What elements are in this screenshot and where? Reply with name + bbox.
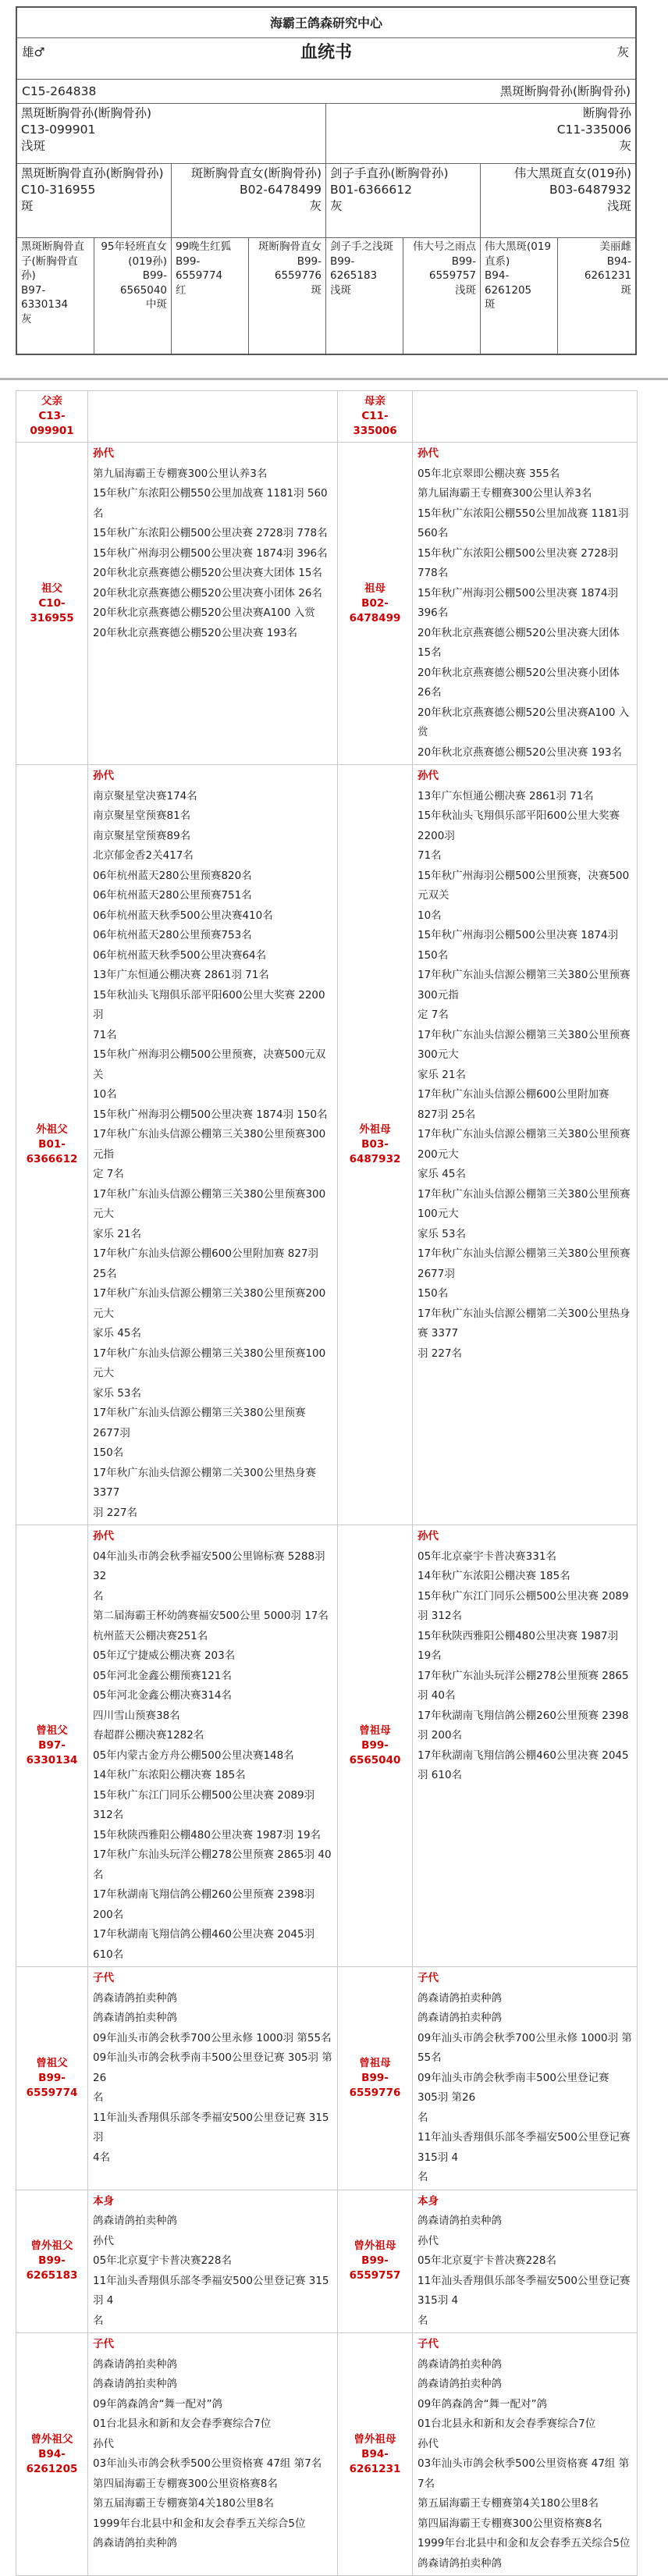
role-label: 外祖母: [359, 1123, 391, 1136]
pigeon-color: 浅斑: [606, 199, 631, 213]
generation-label: 本身: [93, 2194, 114, 2208]
generation-label: 孙代: [93, 770, 114, 782]
record-line: 06年杭州蓝天280公里预赛820名: [93, 869, 252, 882]
record-line: 05年河北金鑫公棚预赛121名: [93, 1669, 232, 1682]
record-line: 鸽森请鸽拍卖种鸽: [93, 2378, 177, 2390]
record-line: 南京聚星堂决赛174名: [93, 789, 197, 802]
record-line: 17年秋广东汕头信源公棚600公里附加赛 827羽 25名: [418, 1088, 609, 1121]
pedigree-chart: [16, 6, 637, 355]
ancestor-record-row: [16, 1967, 638, 2190]
record-line: 鸽森请鸽拍卖种鸽: [93, 1991, 177, 2005]
subject-color: 灰: [616, 45, 629, 59]
pigeon-color: 浅斑: [21, 139, 46, 153]
role-label: 曾祖父: [36, 1724, 68, 1737]
ancestor-label-cell: [16, 1967, 88, 2190]
pigeon-name: 伟大黑斑(019直系): [485, 240, 552, 268]
record-line: 第四届海霸王专棚赛300公里资格赛8名: [418, 2517, 602, 2530]
record-line: 09年鸽森鸽舍“舞一配对”鸽: [93, 2397, 223, 2411]
ancestor-label-cell: [338, 1525, 413, 1967]
pigeon-color: 灰: [330, 199, 343, 213]
pigeon-ring: B99-6559757: [428, 254, 476, 282]
record-line: 09年鸽森鸽舍“舞一配对”鸽: [418, 2397, 548, 2411]
ancestor-detail-cell: [88, 1967, 338, 2190]
record-line: 05年辽宁捷威公棚决赛 203名: [93, 1649, 236, 1662]
record-line: 15年秋广州海羽公棚500公里决赛 1874羽 150名: [93, 1108, 328, 1121]
record-line: 孙代: [93, 2234, 114, 2247]
record-line: 06年杭州蓝天280公里预赛751名: [93, 889, 252, 902]
record-line: 14年秋广东浓阳公棚决赛 185名: [418, 1570, 570, 1582]
role-label: 父亲: [41, 395, 62, 407]
ancestor-label-cell: [338, 2190, 413, 2333]
generation-label: 子代: [93, 1972, 114, 1984]
record-line: 71名: [418, 849, 442, 862]
record-line: 孙代: [93, 2437, 114, 2450]
ring-label: C13-099901: [30, 410, 74, 437]
record-line: 15年秋广州海羽公棚500公里预赛，决赛500元双关: [93, 1048, 326, 1081]
role-label: 母亲: [364, 395, 386, 407]
ggp-ssd-cell: [94, 238, 172, 354]
record-line: 06年杭州蓝天秋季500公里决赛410名: [93, 909, 273, 922]
sex-label: 雄♂: [22, 45, 45, 59]
record-line: 家乐 21名: [418, 1068, 466, 1081]
record-line: 鸽森请鸽拍卖种鸽: [93, 2012, 177, 2024]
pigeon-color: 斑: [311, 283, 322, 297]
pigeon-name: 伟大号之雨点: [413, 240, 476, 253]
race-records-table: [16, 390, 638, 2576]
record-line: 鸽森请鸽拍卖种鸽: [418, 2357, 502, 2371]
record-line: 17年秋广东汕头信源公棚第三关380公里预赛300元指: [418, 969, 631, 1002]
record-line: 06年杭州蓝天秋季500公里决赛64名: [93, 948, 267, 962]
ancestor-record-row: [16, 443, 638, 765]
ggp-dsd-cell: [403, 238, 481, 354]
generation-label: 子代: [418, 2338, 439, 2350]
record-line: 南京聚星堂预赛81名: [93, 809, 191, 822]
record-line: 名: [418, 2314, 428, 2327]
ancestor-detail-cell: [88, 2333, 338, 2576]
pigeon-color: 灰: [619, 139, 631, 153]
section-divider: [0, 378, 668, 380]
pigeon-name: 斑断胸骨直女(断胸骨孙): [190, 166, 322, 180]
record-line: 定 7名: [93, 1168, 124, 1180]
record-line: 15年秋陕西雅阳公棚480公里决赛 1987羽 19名: [418, 1629, 619, 1662]
pigeon-name: 黑斑断胸骨直孙(断胸骨孙): [21, 166, 164, 180]
generation-label: 子代: [93, 2338, 114, 2350]
record-line: 15年秋汕头飞翔俱乐部平阳600公里大奖赛 2200羽: [418, 809, 620, 842]
record-line: 150名: [418, 1287, 449, 1300]
pigeon-color: 中斑: [146, 298, 167, 311]
generation-label: 本身: [418, 2194, 439, 2208]
role-label: 曾祖母: [359, 2056, 391, 2069]
ancestor-detail-cell: [413, 2333, 638, 2576]
record-line: 20年秋北京燕赛德公棚520公里决赛 193名: [418, 745, 623, 759]
generation-label: 孙代: [93, 447, 114, 460]
pigeon-name: 伟大黑斑直女(019孙): [513, 166, 631, 180]
pigeon-color: 灰: [21, 312, 32, 326]
record-line: 15年秋广东江门同乐公棚500公里决赛 2089羽 312名: [93, 1788, 315, 1821]
ancestor-detail-cell: [88, 1525, 338, 1967]
record-line: 13年广东恒通公棚决赛 2861羽 71名: [93, 969, 269, 981]
record-line: 鸽森请鸽拍卖种鸽: [93, 2537, 177, 2549]
granddam-cell: [172, 164, 326, 237]
pigeon-ring: C13-099901: [21, 123, 96, 137]
pigeon-name: 黑斑断胸骨直子(断胸骨直孙): [21, 240, 84, 282]
record-line: 10名: [93, 1088, 117, 1101]
ancestor-label-cell: [16, 2333, 88, 2576]
subject-ring: C15-264838: [22, 84, 97, 98]
record-line: 17年秋广东汕头信源公棚第三关380公里预赛300元大: [93, 1187, 326, 1220]
record-line: 13年广东恒通公棚决赛 2861羽 71名: [418, 789, 594, 802]
record-line: 15年秋广东浓阳公棚550公里加战赛 1181羽 560名: [93, 487, 328, 520]
parents-row: [17, 104, 635, 164]
ring-label: B03-6487932: [349, 1138, 401, 1165]
ggp-sds-cell: [172, 238, 249, 354]
record-line: 杭州蓝天公棚决赛251名: [93, 1629, 208, 1642]
pigeon-ring: B99-6559774: [176, 254, 223, 282]
pigeon-name: 断胸骨孙: [582, 106, 631, 120]
role-label: 曾外祖父: [30, 2432, 73, 2446]
pigeon-name: 美丽雌: [599, 240, 631, 253]
pigeon-name: 剑子手之浅斑: [330, 240, 393, 253]
role-label: 曾外祖母: [354, 2432, 396, 2446]
pigeon-color: 斑: [620, 283, 631, 297]
record-line: 05年北京豪宇卡普决赛331名: [418, 1550, 556, 1563]
pigeon-ring: B99-6565040: [119, 269, 167, 297]
generation-label: 孙代: [418, 770, 439, 782]
generation-label: 孙代: [418, 447, 439, 460]
record-line: 11年汕头香翔俱乐部冬季福安500公里登记赛 315羽 4: [418, 2274, 631, 2307]
record-line: 17年秋湖南飞翔信鸽公棚260公里预赛 2398羽 200名: [418, 1709, 629, 1742]
record-line: 17年秋广东汕头信源公棚第三关380公里预赛 2677羽: [418, 1247, 631, 1280]
record-line: 17年秋广东汕头信源公棚第三关380公里预赛300元指: [93, 1128, 326, 1161]
record-line: 15年秋广州海羽公棚500公里决赛 1874羽 396名: [93, 546, 328, 560]
record-line: 17年秋湖南飞翔信鸽公棚260公里预赛 2398羽 200名: [93, 1888, 315, 1921]
record-line: 鸽森请鸽拍卖种鸽: [93, 2215, 177, 2227]
record-line: 17年秋广东汕头信源公棚第三关380公里预赛 2677羽: [93, 1407, 306, 1439]
ancestor-label-cell: [338, 1967, 413, 2190]
ring-label: B99-6559774: [26, 2071, 78, 2099]
record-line: 15年秋广州海羽公棚500公里决赛 1874羽 396名: [418, 586, 619, 619]
record-line: 定 7名: [418, 1009, 449, 1021]
mother-detail-cell: [413, 391, 638, 443]
generation-label: 孙代: [418, 1530, 439, 1542]
ggp-sdd-cell: [249, 238, 326, 354]
pigeon-ring: C10-316955: [21, 183, 96, 197]
record-line: 05年内蒙古金方舟公棚500公里决赛148名: [93, 1749, 294, 1762]
record-line: 06年杭州蓝天280公里预赛753名: [93, 929, 252, 941]
record-line: 名: [93, 2091, 104, 2104]
pigeon-color: 浅斑: [330, 283, 351, 297]
pigeon-ring: C11-335006: [556, 123, 631, 137]
record-line: 第五届海霸王专棚赛第4关180公里8名: [93, 2497, 274, 2510]
record-line: 15年秋广州海羽公棚500公里预赛，决赛500元双关: [418, 869, 630, 902]
ring-label: B02-6478499: [349, 596, 401, 624]
role-label: 曾外祖母: [354, 2240, 396, 2253]
grandsire-cell: [17, 164, 172, 237]
record-line: 鸽森请鸽拍卖种鸽: [418, 2215, 502, 2227]
role-label: 外祖父: [36, 1123, 68, 1136]
record-line: 名: [93, 2314, 104, 2327]
ancestor-label-cell: [16, 1525, 88, 1967]
ring-label: B99-6559776: [349, 2071, 401, 2099]
ancestor-label-cell: [16, 765, 88, 1525]
subject-strain: 黑斑断胸骨孙(断胸骨孙): [499, 84, 631, 98]
record-line: 17年秋广东汕头信源公棚第三关380公里预赛300元大: [418, 1028, 631, 1061]
record-line: 17年秋广东汕头信源公棚第二关300公里热身赛 3377: [418, 1307, 631, 1340]
record-line: 南京聚星堂预赛89名: [93, 829, 191, 842]
org-name: 海霸王鸽森研究中心: [269, 15, 382, 30]
record-line: 17年秋广东汕头信源公棚第三关380公里预赛100元大: [93, 1347, 326, 1379]
record-line: 鸽森请鸽拍卖种鸽: [93, 2357, 177, 2371]
record-line: 四川雪山预赛38名: [93, 1709, 180, 1722]
record-line: 第九届海霸王专棚赛300公里认养3名: [418, 487, 592, 500]
record-line: 17年秋广东汕头信源公棚600公里附加赛 827羽 25名: [93, 1247, 319, 1280]
record-line: 11年汕头香翔俱乐部冬季福安500公里登记赛 315羽: [93, 2111, 329, 2144]
ring-label: B94-6261231: [349, 2447, 401, 2475]
record-line: 鸽森请鸽拍卖种鸽: [418, 2012, 502, 2024]
ring-label: B94-6261205: [26, 2447, 78, 2475]
mother-label-cell: [338, 391, 413, 443]
pigeon-ring: B97-6330134: [21, 283, 69, 311]
pigeon-ring: B94-6261231: [584, 254, 631, 282]
ancestor-detail-cell: [88, 443, 338, 765]
record-line: 20年秋北京燕赛德公棚520公里决赛大团体 15名: [418, 626, 620, 659]
record-line: 孙代: [418, 2437, 439, 2450]
record-line: 第二届海霸王杯幼鸽赛福安500公里 5000羽 17名: [93, 1610, 329, 1622]
record-line: 11年汕头香翔俱乐部冬季福安500公里登记赛 315羽 4: [93, 2274, 329, 2307]
pigeon-name: 黑斑断胸骨孙(断胸骨孙): [21, 106, 152, 120]
ancestor-detail-cell: [413, 2190, 638, 2333]
ancestor-label-cell: [338, 443, 413, 765]
pigeon-color: 斑: [21, 199, 34, 213]
record-line: 名: [418, 2171, 428, 2183]
record-line: 17年秋广东汕头信源公棚第三关380公里预赛200元大: [418, 1128, 631, 1161]
certificate-title-row: [17, 38, 635, 80]
record-line: 10名: [418, 909, 442, 922]
record-line: 15年秋陕西雅阳公棚480公里决赛 1987羽 19名: [93, 1828, 322, 1841]
pigeon-name: 剑子手直孙(断胸骨孙): [330, 166, 449, 180]
pigeon-color: 灰: [309, 199, 322, 213]
ancestor-detail-cell: [413, 1967, 638, 2190]
pigeon-name: 99晚生红狐: [176, 240, 232, 253]
record-line: 家乐 53名: [93, 1386, 141, 1400]
ancestor-detail-cell: [88, 765, 338, 1525]
record-line: 17年秋广东汕头信源公棚第三关380公里预赛100元大: [418, 1187, 631, 1220]
record-line: 01台北县永和新和友会春季赛综合7位: [418, 2418, 596, 2430]
record-line: 17年秋广东汕头玩洋公棚278公里预赛 2865羽 40名: [93, 1848, 332, 1881]
ancestor-label-cell: [338, 765, 413, 1525]
record-line: 第五届海霸王专棚赛第4关180公里8名: [418, 2497, 599, 2510]
pigeon-ring: B03-6487932: [549, 183, 631, 197]
record-line: 09年汕头市鸽会秋季700公里永修 1000羽 第55名: [93, 2031, 332, 2044]
sire-cell: [17, 104, 326, 163]
record-line: 17年秋广东汕头信源公棚第二关300公里热身赛 3377: [93, 1466, 316, 1499]
father-label-cell: [16, 391, 88, 443]
maternal-grandsire-cell: [326, 164, 481, 237]
ggp-ddd-cell: [558, 238, 635, 354]
record-line: 羽 227名: [93, 1506, 138, 1519]
dam-cell: [326, 104, 635, 163]
record-line: 15年秋广州海羽公棚500公里决赛 1874羽 150名: [418, 929, 619, 962]
role-label: 曾祖父: [36, 2056, 68, 2069]
maternal-granddam-cell: [481, 164, 635, 237]
ggp-dss-cell: [326, 238, 403, 354]
generation-label: 子代: [418, 1972, 439, 1984]
role-label: 祖父: [41, 582, 62, 595]
record-line: 15年秋广东江门同乐公棚500公里决赛 2089羽 312名: [418, 1589, 629, 1622]
pigeon-ring: B94-6261205: [485, 269, 532, 297]
pigeon-ring: B99-6265183: [330, 254, 378, 282]
father-detail-cell: [88, 391, 338, 443]
pigeon-ring: B02-6478499: [240, 183, 322, 197]
ancestor-detail-cell: [88, 2190, 338, 2333]
subject-row: [17, 80, 635, 104]
ring-label: B01-6366612: [26, 1138, 78, 1165]
generation-label: 孙代: [93, 1530, 114, 1542]
ancestor-record-row: [16, 2333, 638, 2576]
ggp-sss-cell: [17, 238, 94, 354]
record-line: 孙代: [418, 2234, 439, 2247]
ring-label: C11-335006: [353, 410, 397, 437]
ancestor-record-row: [16, 1525, 638, 1967]
record-line: 第四届海霸王专棚赛300公里资格赛8名: [93, 2477, 278, 2490]
ancestor-record-row: [16, 765, 638, 1525]
record-line: 1999年台北县中和金和友会春季五关综合5位: [93, 2517, 306, 2530]
ancestor-detail-cell: [413, 1525, 638, 1967]
record-line: 第九届海霸王专棚赛300公里认养3名: [93, 467, 268, 480]
pigeon-color: 红: [176, 283, 187, 297]
page-title: 血统书: [300, 43, 352, 62]
parents-record-row: [16, 391, 638, 443]
record-line: 羽 227名: [418, 1347, 463, 1360]
pigeon-color: 浅斑: [455, 283, 476, 297]
record-line: 17年秋广东汕头信源公棚第三关380公里预赛200元大: [93, 1287, 326, 1320]
pigeon-name: 斑断胸骨直女: [258, 240, 322, 253]
record-line: 17年秋湖南飞翔信鸽公棚460公里决赛 2045羽 610名: [418, 1749, 629, 1781]
record-line: 01台北县永和新和友会春季赛综合7位: [93, 2418, 272, 2430]
record-line: 150名: [93, 1446, 124, 1459]
role-label: 曾祖母: [359, 1724, 391, 1737]
record-line: 04年汕头市鸽会秋季福安500公里锦标赛 5288羽 32: [93, 1550, 325, 1582]
record-line: 09年汕头市鸽会秋季南丰500公里登记赛 305羽 第26: [93, 2051, 332, 2084]
record-line: 20年秋北京燕赛德公棚520公里决赛 193名: [93, 626, 298, 639]
record-line: 15年秋汕头飞翔俱乐部平阳600公里大奖赛 2200羽: [93, 988, 325, 1021]
record-line: 14年秋广东浓阳公棚决赛 185名: [93, 1769, 246, 1781]
pigeon-ring: B01-6366612: [330, 183, 412, 197]
ggp-dds-cell: [481, 238, 558, 354]
ancestor-label-cell: [16, 443, 88, 765]
ring-label: B99-6265183: [26, 2254, 78, 2282]
record-line: 春超群公棚决赛1282名: [93, 1729, 204, 1742]
record-line: 15年秋广东浓阳公棚500公里决赛 2728羽 778名: [93, 527, 328, 539]
ancestor-detail-cell: [413, 765, 638, 1525]
record-line: 05年北京翠即公棚决赛 355名: [418, 467, 560, 480]
record-line: 家乐 53名: [418, 1227, 466, 1240]
record-line: 09年汕头市鸽会秋季700公里永修 1000羽 第55名: [418, 2031, 632, 2064]
role-label: 祖母: [364, 582, 386, 595]
record-line: 05年北京夏宇卡普决赛228名: [93, 2254, 232, 2267]
ancestor-label-cell: [16, 2190, 88, 2333]
record-line: 20年秋北京燕赛德公棚520公里决赛大团体 15名: [93, 567, 322, 579]
record-line: 4名: [93, 2151, 111, 2164]
ancestor-label-cell: [338, 2333, 413, 2576]
role-label: 曾外祖父: [30, 2240, 73, 2253]
ancestor-detail-cell: [413, 443, 638, 765]
pigeon-color: 斑: [485, 298, 496, 311]
record-line: 20年秋北京燕赛德公棚520公里决赛A100 入赏: [93, 607, 315, 619]
record-line: 1999年台北县中和金和友会春季五关综合5位: [418, 2537, 631, 2549]
record-line: 名: [418, 2111, 428, 2124]
record-line: 03年汕头市鸽会秋季500公里资格赛 47组 第7名: [93, 2457, 322, 2470]
ring-label: B97-6330134: [26, 1739, 78, 1767]
record-line: 11年汕头香翔俱乐部冬季福安500公里登记赛 315羽 4: [418, 2131, 631, 2164]
record-line: 20年秋北京燕赛德公棚520公里决赛小团体 26名: [418, 666, 620, 699]
record-line: 鸽森请鸽拍卖种鸽: [418, 2556, 502, 2570]
great-grandparents-row: [17, 238, 635, 354]
record-line: 17年秋广东汕头玩洋公棚278公里预赛 2865羽 40名: [418, 1669, 629, 1702]
record-line: 家乐 45名: [418, 1168, 466, 1180]
record-line: 家乐 21名: [93, 1227, 141, 1240]
record-line: 71名: [93, 1028, 117, 1041]
ancestor-record-row: [16, 2190, 638, 2333]
record-line: 20年秋北京燕赛德公棚520公里决赛小团体 26名: [93, 586, 322, 600]
record-line: 03年汕头市鸽会秋季500公里资格赛 47组 第7名: [418, 2457, 630, 2490]
ring-label: B99-6559757: [349, 2254, 401, 2282]
ring-label: B99-6565040: [349, 1739, 401, 1767]
record-line: 05年北京夏宇卡普决赛228名: [418, 2254, 556, 2267]
record-line: 17年秋湖南飞翔信鸽公棚460公里决赛 2045羽 610名: [93, 1928, 315, 1961]
record-line: 鸽森请鸽拍卖种鸽: [418, 1991, 502, 2005]
pigeon-ring: B99-6559776: [274, 254, 322, 282]
record-line: 15年秋广东浓阳公棚500公里决赛 2728羽 778名: [418, 546, 619, 579]
org-header: [17, 8, 635, 38]
record-line: 15年秋广东浓阳公棚550公里加战赛 1181羽 560名: [418, 507, 629, 539]
record-line: 名: [93, 1589, 104, 1603]
record-line: 鸽森请鸽拍卖种鸽: [418, 2378, 502, 2390]
record-line: 家乐 45名: [93, 1327, 141, 1340]
record-line: 北京郁金香2关417名: [93, 849, 194, 862]
record-line: 09年汕头市鸽会秋季南丰500公里登记赛 305羽 第26: [418, 2071, 609, 2104]
record-line: 05年河北金鑫公棚决赛314名: [93, 1689, 232, 1702]
ring-label: C10-316955: [30, 596, 74, 624]
grandparents-row: [17, 164, 635, 238]
record-line: 20年秋北京燕赛德公棚520公里决赛A100 入赏: [418, 706, 630, 738]
pigeon-name: 95年轻班直女(019孙): [101, 240, 167, 268]
